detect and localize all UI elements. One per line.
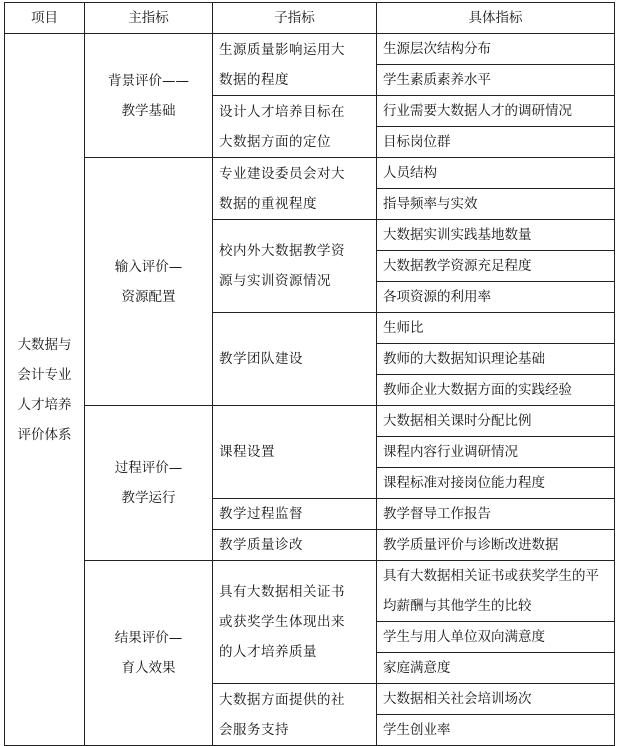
specific-indicator: 生师比 xyxy=(377,313,615,344)
sub-indicator: 大数据方面提供的社 会服务支持 xyxy=(213,684,377,746)
main-indicator-process: 过程评价— 教学运行 xyxy=(85,406,213,561)
specific-indicator: 大数据教学资源充足程度 xyxy=(377,251,615,282)
specific-indicator: 大数据实训实践基地数量 xyxy=(377,220,615,251)
header-project: 项目 xyxy=(5,3,85,34)
specific-indicator: 教师的大数据知识理论基础 xyxy=(377,344,615,375)
table-row xyxy=(5,406,615,437)
table-row xyxy=(5,158,615,189)
specific-indicator: 教学质量评价与诊断改进数据 xyxy=(377,530,615,561)
project-cell xyxy=(5,34,85,746)
evaluation-table xyxy=(4,2,615,746)
table-row xyxy=(5,561,615,622)
project-line: 评价体系 xyxy=(17,426,72,443)
header-sub-indicator: 子指标 xyxy=(213,3,377,34)
specific-indicator: 大数据相关社会培训场次 xyxy=(377,684,615,715)
specific-indicator: 人员结构 xyxy=(377,158,615,189)
main-indicator-result: 结果评价— 育人效果 xyxy=(85,561,213,746)
specific-indicator: 课程标准对接岗位能力程度 xyxy=(377,468,615,499)
sub-indicator: 课程设置 xyxy=(213,406,377,499)
specific-indicator: 学生素质素养水平 xyxy=(377,65,615,96)
specific-indicator: 具有大数据相关证书或获奖学生的平均薪酬与其他学生的比较 xyxy=(377,561,615,622)
header-specific-indicator: 具体指标 xyxy=(377,3,615,34)
specific-indicator: 课程内容行业调研情况 xyxy=(377,437,615,468)
table-row xyxy=(5,34,615,65)
header-row xyxy=(5,3,615,34)
project-line: 会计专业 xyxy=(17,366,72,383)
specific-indicator: 教师企业大数据方面的实践经验 xyxy=(377,375,615,406)
header-main-indicator: 主指标 xyxy=(85,3,213,34)
specific-indicator: 家庭满意度 xyxy=(377,653,615,684)
sub-indicator: 具有大数据相关证书 或获奖学生体现出来 的人才培养质量 xyxy=(213,561,377,684)
main-indicator-background: 背景评价—— 教学基础 xyxy=(85,34,213,158)
sub-indicator: 专业建设委员会对大 数据的重视程度 xyxy=(213,158,377,220)
sub-indicator: 教学过程监督 xyxy=(213,499,377,530)
specific-indicator: 生源层次结构分布 xyxy=(377,34,615,65)
specific-indicator: 指导频率与实效 xyxy=(377,189,615,220)
specific-indicator: 学生创业率 xyxy=(377,715,615,746)
sub-indicator: 生源质量影响运用大 数据的程度 xyxy=(213,34,377,96)
project-line: 人才培养 xyxy=(17,396,72,413)
sub-indicator: 教学质量诊改 xyxy=(213,530,377,561)
specific-indicator: 教学督导工作报告 xyxy=(377,499,615,530)
specific-indicator: 大数据相关课时分配比例 xyxy=(377,406,615,437)
project-line: 大数据与 xyxy=(17,336,72,353)
specific-indicator: 学生与用人单位双向满意度 xyxy=(377,622,615,653)
specific-indicator: 各项资源的利用率 xyxy=(377,282,615,313)
sub-indicator: 设计人才培养目标在 大数据方面的定位 xyxy=(213,96,377,158)
specific-indicator: 目标岗位群 xyxy=(377,127,615,158)
main-indicator-input: 输入评价— 资源配置 xyxy=(85,158,213,406)
specific-indicator: 行业需要大数据人才的调研情况 xyxy=(377,96,615,127)
sub-indicator: 校内外大数据教学资 源与实训资源情况 xyxy=(213,220,377,313)
sub-indicator: 教学团队建设 xyxy=(213,313,377,406)
